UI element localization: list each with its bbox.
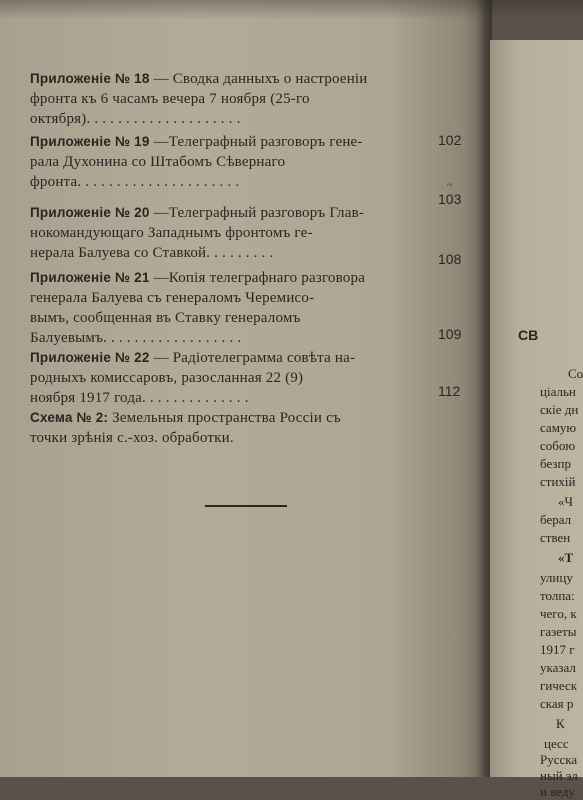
- right-page-line: «Т: [558, 550, 574, 565]
- toc-entry-line: Земельныя пространства Россiи съ: [108, 410, 341, 426]
- toc-page-number: 102: [438, 132, 462, 148]
- toc-entry-line: октября). . . . . . . . . . . . . . . . . . . .: [30, 111, 241, 127]
- toc-entry-line: —Копiя телеграфнаго разговора: [153, 270, 366, 286]
- toc-entry-line: фронта. . . . . . . . . . . . . . . . . . . . .: [30, 174, 240, 190]
- right-page-line: безпр: [540, 456, 571, 471]
- right-page-line: Русска: [540, 752, 578, 767]
- toc-entry-label: Приложенiе № 20: [30, 205, 150, 220]
- right-page-line: Со: [568, 366, 583, 381]
- toc-entry-line: вымъ, сообщенная въ Ставку генераломъ: [30, 310, 301, 326]
- ink-smudge: ~: [447, 180, 453, 191]
- right-page-line: берал: [540, 512, 572, 527]
- right-page-line: газеты: [540, 624, 577, 639]
- toc-entry-18: [30, 69, 430, 129]
- toc-entry-line: ноября 1917 года. . . . . . . . . . . . . .: [30, 390, 249, 406]
- right-page-line: К: [556, 716, 565, 731]
- right-page-line: цесс: [544, 736, 569, 751]
- right-page-line: гическ: [540, 678, 578, 693]
- right-page-line: толпа:: [540, 588, 575, 603]
- toc-entry-label: Приложенiе № 18: [30, 71, 150, 86]
- toc-entry-line: родныхъ комиссаровъ, разосланная 22 (9): [30, 370, 304, 386]
- right-page-line: «Ч: [558, 494, 573, 509]
- right-page-line: ская р: [540, 696, 574, 711]
- right-page-line: чего, к: [540, 606, 577, 621]
- toc-entry-line: — Радiотелеграмма совѣта на-: [153, 350, 356, 366]
- toc-entry-line: —Телеграфный разговоръ гене-: [153, 134, 363, 150]
- toc-entry-label: Приложенiе № 19: [30, 134, 150, 149]
- end-rule: [205, 505, 287, 507]
- right-page-line: указал: [540, 660, 576, 675]
- right-page-line: цiальн: [540, 384, 576, 399]
- top-shadow: [0, 0, 583, 20]
- right-page-line: самую: [540, 420, 577, 435]
- toc-entry-line: нерала Балуева со Ставкой. . . . . . . . .: [30, 245, 274, 261]
- toc-entry-line: точки зрѣнiя с.-хоз. обработки.: [30, 430, 234, 446]
- toc-entry-label: Схема № 2:: [30, 410, 109, 425]
- right-page-line: собою: [540, 438, 576, 453]
- toc-entry-22: [30, 348, 430, 408]
- right-page-line: ствен: [540, 530, 571, 545]
- toc-page-number: 109: [438, 326, 462, 342]
- toc-entry-label: Приложенiе № 22: [30, 350, 150, 365]
- toc-entry-line: Балуевымъ. . . . . . . . . . . . . . . . . .: [30, 330, 242, 346]
- right-page: [490, 40, 583, 799]
- right-page-line: скiе дн: [540, 402, 579, 417]
- right-page-heading: СВ: [518, 327, 539, 343]
- right-page-line: 1917 г: [540, 642, 575, 657]
- toc-page-number: 108: [438, 251, 462, 267]
- right-page-line: ный эл: [540, 768, 578, 783]
- toc-entry-line: фронта къ 6 часамъ вечера 7 ноября (25-го: [30, 91, 310, 107]
- toc-entry-19: [30, 132, 430, 192]
- toc-entry-line: рала Духонина со Штабомъ Сѣвернаго: [30, 154, 286, 170]
- toc-entry-line: генерала Балуева съ генераломъ Черемисо-: [30, 290, 315, 306]
- toc-page-number: 112: [438, 383, 461, 399]
- toc-scheme-2: [30, 408, 430, 448]
- toc-page-number: 103: [438, 191, 462, 207]
- toc-entry-label: Приложенiе № 21: [30, 270, 150, 285]
- right-page-line: стихiй: [540, 474, 576, 489]
- right-page-line: улицу: [540, 570, 573, 585]
- toc-entry-line: нокомандующаго Западнымъ фронтомъ ге-: [30, 225, 313, 241]
- right-page-line: и веду: [540, 784, 575, 799]
- toc-entry-21: [30, 268, 430, 348]
- toc-entry-line: —Телеграфный разговоръ Глав-: [153, 205, 365, 221]
- toc-entry-line: — Сводка данныхъ о настроенiи: [153, 71, 368, 87]
- toc-entry-20: [30, 203, 430, 263]
